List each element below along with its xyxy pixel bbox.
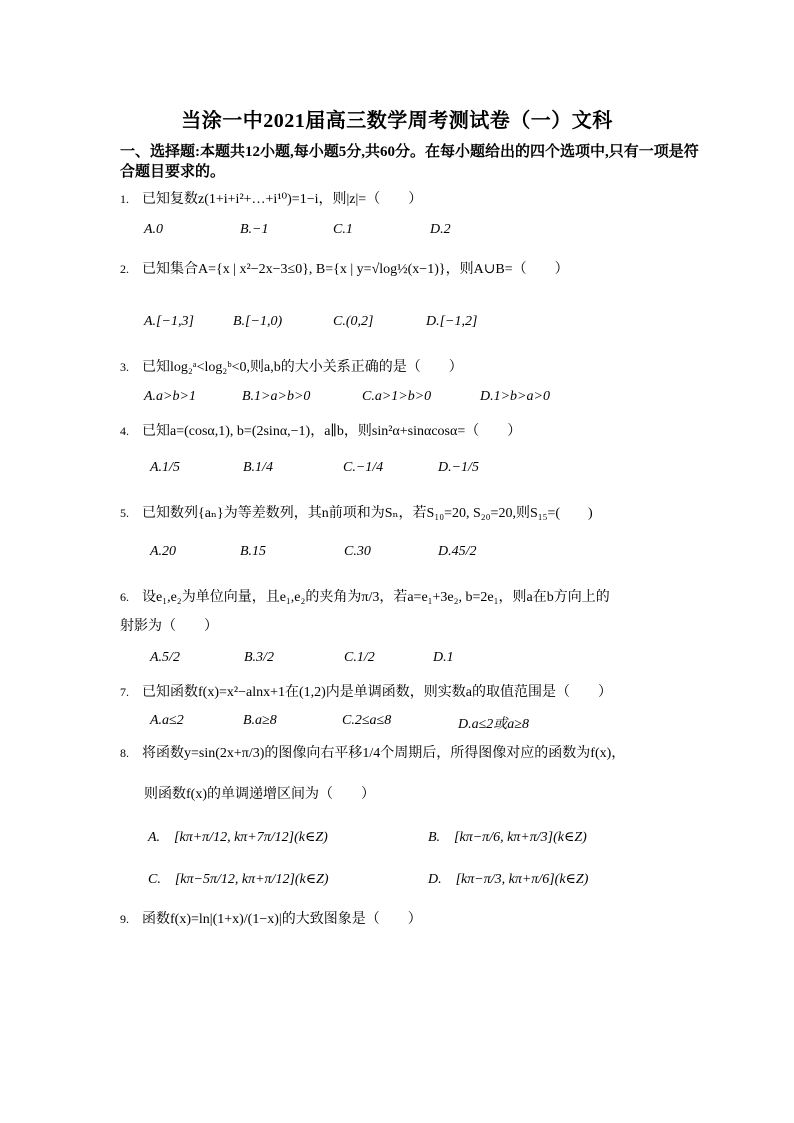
question-1	[120, 188, 422, 211]
section-heading: 一、选择题:本题共12小题,每小题5分,共60分。在每小题给出的四个选项中,只有一项是符合题目要求的。	[120, 144, 699, 180]
option-a[interactable]: A.a>b>1	[144, 389, 196, 404]
option-d[interactable]: D.45/2	[438, 544, 477, 559]
option-c[interactable]: C. [kπ−5π/12, kπ+π/12](k∈Z)	[148, 872, 329, 887]
option-d[interactable]: D.−1/5	[438, 460, 479, 475]
option-b[interactable]: B. [kπ−π/6, kπ+π/3](k∈Z)	[428, 830, 587, 845]
question-number: 3.	[120, 360, 129, 374]
option-c[interactable]: C.30	[344, 544, 371, 559]
question-text: 已知集合A={x | x²−2x−3≤0}, B={x | y=√log½(x−1)}，则A∪B=（ ）	[142, 262, 569, 277]
option-b[interactable]: B.a≥8	[243, 713, 277, 728]
question-text: 已知函数f(x)=x²−alnx+1在(1,2)内是单调函数，则实数a的取值范围是（ ）	[142, 685, 613, 700]
question-number: 1.	[120, 192, 129, 206]
page-title: 当涂一中2021届高三数学周考测试卷（一）文科	[181, 110, 613, 132]
option-b[interactable]: B.1>a>b>0	[242, 389, 311, 404]
question-number: 6.	[120, 590, 129, 604]
option-c[interactable]: C.(0,2]	[333, 314, 374, 329]
option-c[interactable]: C.1	[333, 222, 353, 237]
question-number: 9.	[120, 912, 129, 926]
question-text: 函数f(x)=ln|(1+x)/(1−x)|的大致图象是（ ）	[142, 912, 422, 927]
option-b[interactable]: B.15	[240, 544, 267, 559]
option-a[interactable]: A.5/2	[150, 650, 180, 665]
question-text: 已知复数z(1+i+i²+…+i¹⁰)=1−i，则|z|=（ ）	[142, 192, 423, 207]
option-a[interactable]: A.[−1,3]	[144, 314, 194, 329]
question-8	[120, 742, 625, 765]
question-9	[120, 908, 422, 931]
option-c[interactable]: C.a>1>b>0	[362, 389, 432, 404]
question-text: 已知a=(cosα,1), b=(2sinα,−1)，a∥b，则sin²α+sinαcosα=（ ）	[142, 424, 522, 439]
option-d[interactable]: D.a≤2或a≥8	[458, 717, 529, 732]
question-2	[120, 258, 569, 281]
option-a[interactable]: A.0	[144, 222, 164, 237]
question-8-continued: 则函数f(x)的单调递增区间为（ ）	[144, 787, 375, 802]
question-number: 8.	[120, 746, 129, 760]
question-number: 2.	[120, 262, 129, 276]
question-text: 已知数列{aₙ}为等差数列，其n前项和为Sₙ，若S₁₀=20, S₂₀=20,则S₁₅=( )	[142, 506, 593, 521]
question-text: 将函数y=sin(2x+π/3)的图像向右平移1/4个周期后，所得图像对应的函数为f(x)，	[142, 746, 626, 761]
question-6	[120, 586, 610, 609]
option-a[interactable]: A.a≤2	[150, 713, 184, 728]
question-5	[120, 502, 593, 525]
option-a[interactable]: A.1/5	[150, 460, 180, 475]
option-a[interactable]: A. [kπ+π/12, kπ+7π/12](k∈Z)	[148, 830, 328, 845]
question-3	[120, 356, 463, 379]
option-b[interactable]: B.3/2	[244, 650, 274, 665]
option-d[interactable]: D.1	[433, 650, 454, 665]
question-6-continued: 射影为（ ）	[120, 619, 218, 634]
question-7	[120, 681, 612, 704]
option-c[interactable]: C.1/2	[344, 650, 375, 665]
option-b[interactable]: B.1/4	[243, 460, 273, 475]
question-text: 设e₁,e₂为单位向量，且e₁,e₂的夹角为π/3，若a=e₁+3e₂, b=2e₁，则a在b方向上的	[142, 590, 610, 605]
option-d[interactable]: D.2	[430, 222, 451, 237]
question-number: 7.	[120, 685, 129, 699]
option-c[interactable]: C.2≤a≤8	[342, 713, 392, 728]
option-b[interactable]: B.[−1,0)	[233, 314, 283, 329]
question-number: 4.	[120, 424, 129, 438]
option-b[interactable]: B.−1	[240, 222, 269, 237]
option-d[interactable]: D.1>b>a>0	[480, 389, 550, 404]
question-text: 已知log₂ᵃ<log₂ᵇ<0,则a,b的大小关系正确的是（ ）	[142, 360, 463, 375]
option-c[interactable]: C.−1/4	[343, 460, 384, 475]
option-d[interactable]: D.[−1,2]	[426, 314, 478, 329]
question-number: 5.	[120, 506, 129, 520]
option-d[interactable]: D. [kπ−π/3, kπ+π/6](k∈Z)	[428, 872, 589, 887]
option-a[interactable]: A.20	[150, 544, 177, 559]
question-4	[120, 420, 521, 443]
